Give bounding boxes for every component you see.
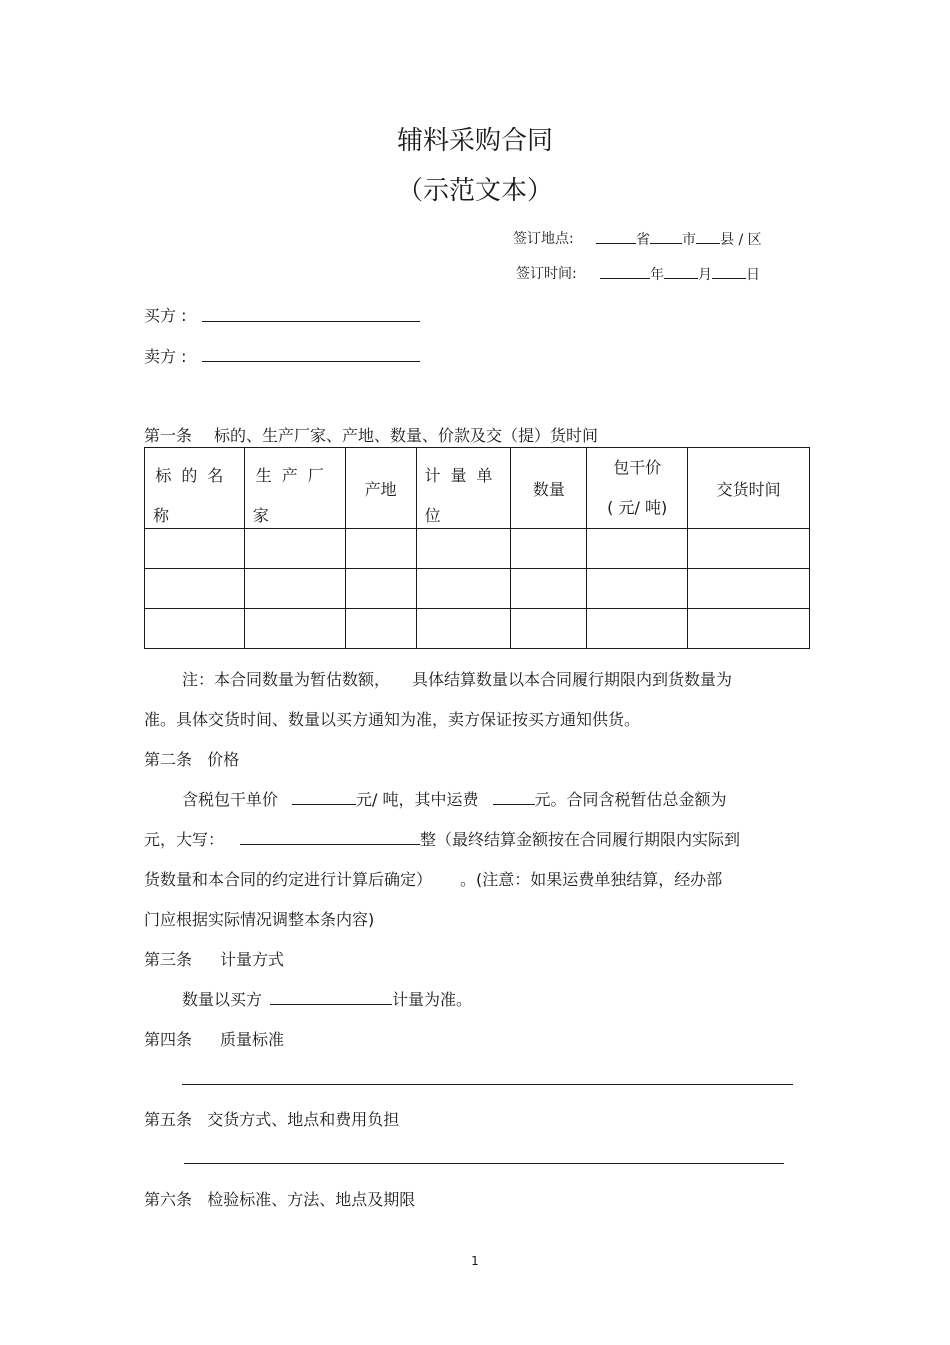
header-cell-manufacturer	[244, 448, 345, 529]
table-cell[interactable]	[688, 529, 810, 569]
year-label: 年	[650, 267, 664, 283]
article-4-heading	[144, 1027, 284, 1050]
header-item-line2: 称	[153, 505, 170, 525]
header-price-line1: 包干价	[613, 458, 662, 477]
delivery-terms-blank[interactable]	[184, 1163, 784, 1164]
buyer-label: 买方 :	[144, 306, 187, 325]
article-1-number: 第一条	[144, 426, 193, 445]
header-cell-origin: 产地	[345, 448, 416, 529]
province-label: 省	[636, 232, 650, 248]
table-cell[interactable]	[244, 529, 345, 569]
quality-standard-blank[interactable]	[182, 1084, 793, 1085]
article-1-heading	[144, 423, 598, 446]
header-cell-price	[587, 448, 688, 529]
table-cell[interactable]	[587, 609, 688, 649]
note-text-1a: 注：本合同数量为暂估数额，	[182, 670, 391, 689]
day-blank[interactable]	[712, 263, 746, 279]
measure-text-a: 数量以买方	[182, 990, 263, 1009]
table-cell[interactable]	[345, 529, 416, 569]
note-text-1b: 具体结算数量以本合同履行期限内到货数量为	[412, 670, 733, 689]
header-unit-line1: 计量单	[424, 465, 503, 485]
table-row	[145, 529, 810, 569]
article-2-heading: 第二条 价格	[144, 750, 240, 769]
goods-table	[144, 447, 810, 649]
table-cell[interactable]	[244, 609, 345, 649]
freight-blank[interactable]	[493, 789, 535, 805]
unit-price-label: 含税包干单价	[182, 790, 279, 809]
year-blank[interactable]	[600, 263, 650, 279]
price-text-3a: 货数量和本合同的约定进行计算后确定）	[144, 870, 433, 889]
signing-time-fields	[600, 263, 760, 284]
measure-blank[interactable]	[270, 989, 392, 1005]
city-label: 市	[682, 232, 696, 248]
header-cell-quantity: 数量	[511, 448, 587, 529]
county-blank[interactable]	[696, 228, 720, 244]
note-line-2: 准。具体交货时间、数量以买方通知为准，卖方保证按买方通知供货。	[144, 710, 641, 729]
page-number: 1	[471, 1254, 479, 1268]
seller-label: 卖方 :	[144, 347, 187, 366]
price-line-1	[182, 787, 727, 810]
table-cell[interactable]	[688, 609, 810, 649]
month-label: 月	[698, 267, 712, 283]
table-row	[145, 609, 810, 649]
header-item-line1: 标的名	[155, 465, 234, 485]
table-cell[interactable]	[145, 569, 245, 609]
header-manufacturer-line1: 生产厂	[255, 465, 334, 485]
table-cell[interactable]	[511, 609, 587, 649]
county-label: 县 / 区	[720, 232, 762, 248]
table-cell[interactable]	[145, 529, 245, 569]
price-line-4: 门应根据实际情况调整本条内容)	[144, 910, 375, 929]
article-3-heading	[144, 947, 284, 970]
header-cell-item	[145, 448, 245, 529]
signing-time-label: 签订时间:	[516, 266, 577, 282]
contract-title: 辅料采购合同	[396, 126, 553, 156]
header-cell-delivery-time: 交货时间	[688, 448, 810, 529]
article-3-number: 第三条	[144, 950, 193, 969]
table-cell[interactable]	[416, 569, 511, 609]
table-cell[interactable]	[587, 569, 688, 609]
header-cell-unit	[416, 448, 511, 529]
buyer-blank[interactable]	[202, 321, 420, 322]
price-text-2b: 整（最终结算金额按在合同履行期限内实际到	[420, 830, 741, 849]
price-line-3	[144, 867, 722, 890]
price-text-3b: 。(注意：如果运费单独结算，经办部	[460, 870, 723, 889]
measure-text-b: 计量为准。	[392, 990, 473, 1009]
table-cell[interactable]	[345, 609, 416, 649]
unit-price-blank[interactable]	[292, 789, 356, 805]
header-unit-line2: 位	[424, 505, 441, 525]
table-cell[interactable]	[145, 609, 245, 649]
amount-words-label: 元，大写：	[144, 830, 225, 849]
header-manufacturer-line2: 家	[252, 505, 269, 525]
table-cell[interactable]	[511, 529, 587, 569]
article-1-title: 标的、生产厂家、产地、数量、价款及交（提）货时间	[214, 426, 599, 445]
measure-line	[182, 987, 472, 1010]
city-blank[interactable]	[650, 228, 682, 244]
article-4-number: 第四条	[144, 1030, 193, 1049]
article-4-title: 质量标准	[220, 1030, 285, 1049]
table-header-row	[145, 448, 810, 529]
table-row	[145, 569, 810, 609]
amount-words-blank[interactable]	[240, 829, 420, 845]
table-cell[interactable]	[416, 529, 511, 569]
day-label: 日	[746, 267, 760, 283]
seller-blank[interactable]	[202, 361, 420, 362]
price-line-2	[144, 827, 740, 850]
note-line-1	[182, 667, 732, 690]
article-6-heading: 第六条 检验标准、方法、地点及期限	[144, 1190, 416, 1209]
contract-subtitle: （示范文本）	[396, 176, 553, 206]
signing-place-label: 签订地点:	[513, 231, 574, 247]
table-cell[interactable]	[416, 609, 511, 649]
table-cell[interactable]	[345, 569, 416, 609]
month-blank[interactable]	[664, 263, 698, 279]
table-cell[interactable]	[511, 569, 587, 609]
signing-place-fields	[596, 228, 762, 249]
header-price-line2: ( 元/ 吨)	[607, 498, 668, 517]
article-5-heading: 第五条 交货方式、地点和费用负担	[144, 1110, 400, 1129]
table-cell[interactable]	[587, 529, 688, 569]
article-3-title: 计量方式	[220, 950, 285, 969]
total-amount-label: 元。合同含税暂估总金额为	[534, 790, 727, 809]
freight-label: 元/ 吨，其中运费	[356, 790, 479, 809]
table-cell[interactable]	[688, 569, 810, 609]
province-blank[interactable]	[596, 228, 636, 244]
table-cell[interactable]	[244, 569, 345, 609]
